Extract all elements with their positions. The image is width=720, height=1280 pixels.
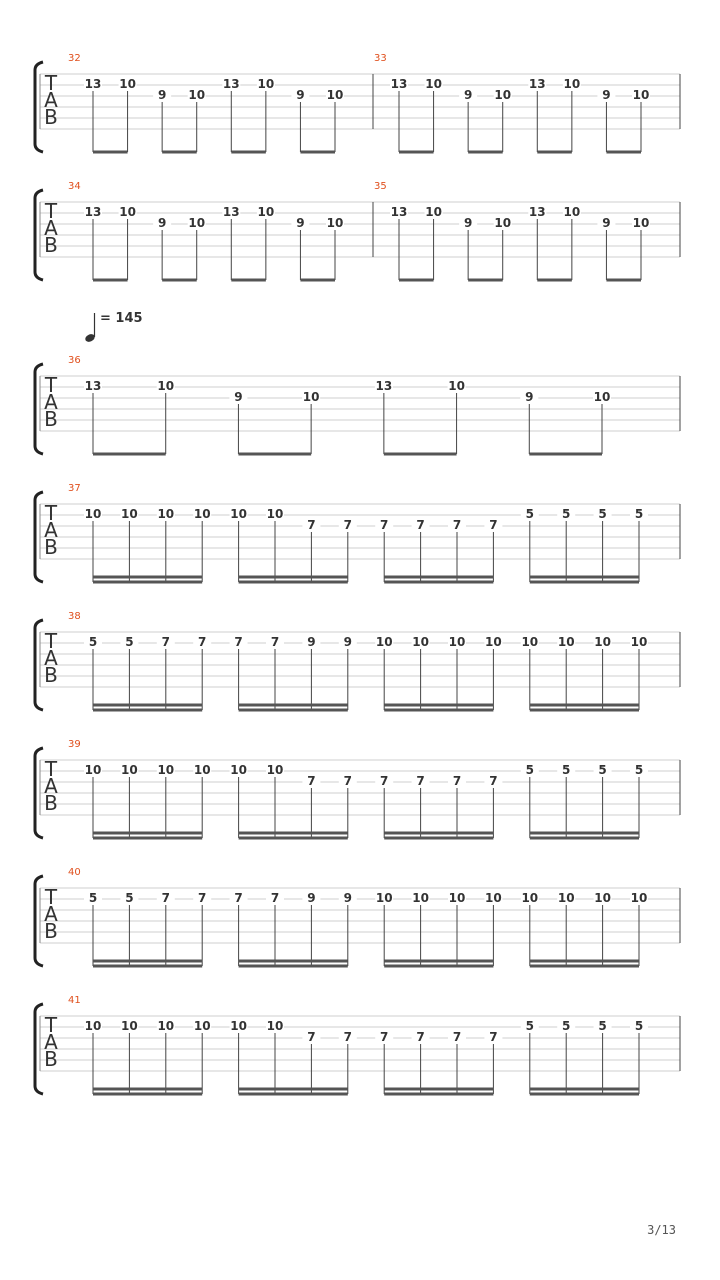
fret-number: 10 (632, 88, 650, 102)
fret-number: 10 (157, 1019, 175, 1033)
fret-number: 7 (489, 1030, 498, 1044)
fret-number: 10 (448, 635, 466, 649)
fret-number: 10 (157, 763, 175, 777)
fret-number: 10 (425, 77, 442, 91)
fret-number: 9 (463, 88, 473, 102)
fret-number: 7 (416, 518, 425, 532)
measure-number: 36 (68, 355, 81, 366)
fret-number: 10 (84, 763, 102, 777)
tab-clef-letter-a: A (44, 1030, 58, 1054)
fret-number: 9 (296, 216, 305, 230)
fret-number: 5 (525, 1019, 534, 1033)
measure-number: 32 (68, 53, 81, 64)
tab-clef-letter-a: A (44, 518, 58, 542)
fret-number: 10 (563, 77, 581, 91)
fret-number: 13 (528, 77, 546, 91)
fret-number: 10 (266, 1019, 284, 1033)
fret-number: 7 (416, 1030, 425, 1044)
fret-number: 13 (84, 77, 102, 91)
tab-clef-letter-b: B (44, 663, 58, 687)
fret-number: 13 (222, 205, 240, 219)
tab-clef-letter-a: A (44, 216, 58, 240)
fret-number: 7 (343, 1030, 352, 1044)
fret-number: 9 (525, 390, 534, 404)
tab-clef-letter-b: B (44, 535, 58, 559)
fret-number: 10 (302, 390, 320, 404)
fret-number: 9 (602, 216, 611, 230)
measure-number: 35 (374, 181, 387, 192)
fret-number: 9 (463, 216, 473, 230)
fret-number: 10 (412, 891, 429, 905)
fret-number: 5 (598, 1019, 607, 1033)
page-number: 3/13 (647, 1223, 676, 1237)
tab-clef-letter-t: T (44, 885, 58, 909)
fret-number: 10 (121, 507, 138, 521)
fret-number: 10 (193, 1019, 211, 1033)
fret-number: 5 (634, 1019, 644, 1033)
fret-number: 10 (557, 635, 575, 649)
measure-number: 39 (68, 739, 81, 750)
measure-number: 38 (68, 611, 81, 622)
measure-number: 34 (68, 181, 81, 192)
fret-number: 7 (307, 774, 316, 788)
fret-number: 7 (380, 1030, 389, 1044)
fret-number: 7 (270, 891, 280, 905)
fret-number: 10 (425, 205, 442, 219)
fret-number: 5 (125, 891, 134, 905)
fret-number: 5 (634, 763, 644, 777)
fret-number: 9 (602, 88, 611, 102)
fret-number: 10 (375, 635, 393, 649)
fret-number: 7 (489, 774, 498, 788)
fret-number: 13 (390, 77, 408, 91)
fret-number: 10 (193, 763, 211, 777)
fret-number: 7 (380, 774, 389, 788)
fret-number: 13 (390, 205, 408, 219)
fret-number: 7 (307, 518, 316, 532)
fret-number: 10 (593, 390, 611, 404)
fret-number: 10 (193, 507, 211, 521)
fret-number: 5 (88, 891, 98, 905)
tab-clef-letter-a: A (44, 88, 58, 112)
fret-number: 10 (84, 1019, 102, 1033)
fret-number: 9 (307, 891, 316, 905)
fret-number: 7 (489, 518, 498, 532)
fret-number: 10 (188, 216, 206, 230)
tab-clef-letter-t: T (44, 199, 58, 223)
fret-number: 10 (121, 763, 138, 777)
fret-number: 7 (343, 774, 352, 788)
tab-clef-letter-b: B (44, 407, 58, 431)
tab-clef-letter-b: B (44, 233, 58, 257)
fret-number: 10 (266, 763, 284, 777)
fret-number: 9 (307, 635, 316, 649)
fret-number: 13 (84, 379, 102, 393)
fret-number: 10 (630, 635, 648, 649)
tab-clef-letter-t: T (44, 629, 58, 653)
fret-number: 10 (119, 205, 136, 219)
fret-number: 10 (157, 379, 175, 393)
fret-number: 7 (452, 518, 462, 532)
tab-clef-letter-a: A (44, 902, 58, 926)
tab-clef-letter-t: T (44, 373, 58, 397)
fret-number: 9 (157, 88, 167, 102)
fret-number: 13 (528, 205, 546, 219)
measure-number: 41 (68, 995, 81, 1006)
tab-clef-letter-t: T (44, 757, 58, 781)
fret-number: 7 (307, 1030, 316, 1044)
tab-clef-letter-a: A (44, 646, 58, 670)
fret-number: 10 (632, 216, 650, 230)
fret-number: 7 (161, 635, 170, 649)
fret-number: 10 (563, 205, 581, 219)
tab-clef-letter-b: B (44, 105, 58, 129)
fret-number: 7 (234, 891, 243, 905)
fret-number: 9 (234, 390, 243, 404)
fret-number: 10 (521, 891, 539, 905)
fret-number: 9 (296, 88, 305, 102)
fret-number: 10 (84, 507, 102, 521)
tab-clef-letter-b: B (44, 1047, 58, 1071)
fret-number: 5 (562, 763, 571, 777)
fret-number: 10 (119, 77, 136, 91)
fret-number: 10 (557, 891, 575, 905)
fret-number: 10 (594, 635, 611, 649)
fret-number: 10 (521, 635, 539, 649)
fret-number: 10 (257, 77, 275, 91)
fret-number: 10 (266, 507, 284, 521)
fret-number: 7 (343, 518, 352, 532)
tab-clef-letter-b: B (44, 919, 58, 943)
fret-number: 5 (125, 635, 134, 649)
tab-clef-letter-t: T (44, 1013, 58, 1037)
fret-number: 10 (412, 635, 429, 649)
fret-number: 10 (630, 891, 648, 905)
fret-number: 10 (485, 891, 502, 905)
fret-number: 7 (452, 774, 462, 788)
fret-number: 13 (84, 205, 102, 219)
fret-number: 5 (525, 763, 534, 777)
tab-clef-letter-a: A (44, 774, 58, 798)
fret-number: 10 (594, 891, 611, 905)
fret-number: 10 (121, 1019, 138, 1033)
fret-number: 7 (198, 891, 207, 905)
fret-number: 13 (375, 379, 393, 393)
fret-number: 10 (375, 891, 393, 905)
fret-number: 7 (416, 774, 425, 788)
fret-number: 10 (485, 635, 502, 649)
fret-number: 10 (257, 205, 275, 219)
fret-number: 10 (230, 1019, 247, 1033)
fret-number: 7 (270, 635, 280, 649)
fret-number: 5 (598, 763, 607, 777)
fret-number: 10 (230, 763, 247, 777)
tab-clef-letter-b: B (44, 791, 58, 815)
fret-number: 7 (452, 1030, 462, 1044)
fret-number: 10 (494, 216, 512, 230)
fret-number: 5 (562, 507, 571, 521)
fret-number: 9 (343, 891, 352, 905)
measure-number: 40 (68, 867, 81, 878)
fret-number: 13 (222, 77, 240, 91)
fret-number: 10 (448, 379, 465, 393)
fret-number: 10 (326, 88, 344, 102)
fret-number: 7 (198, 635, 207, 649)
tab-clef-letter-t: T (44, 71, 58, 95)
fret-number: 5 (88, 635, 98, 649)
fret-number: 9 (343, 635, 352, 649)
fret-number: 5 (562, 1019, 571, 1033)
fret-number: 10 (494, 88, 512, 102)
fret-number: 7 (380, 518, 389, 532)
fret-number: 10 (448, 891, 466, 905)
fret-number: 5 (598, 507, 607, 521)
fret-number: 5 (525, 507, 534, 521)
tab-clef-letter-a: A (44, 390, 58, 414)
tempo-marking: = 145 (100, 311, 143, 326)
fret-number: 7 (234, 635, 243, 649)
fret-number: 10 (188, 88, 206, 102)
fret-number: 9 (157, 216, 167, 230)
fret-number: 10 (230, 507, 247, 521)
tab-clef-letter-t: T (44, 501, 58, 525)
measure-number: 33 (374, 53, 387, 64)
fret-number: 7 (161, 891, 170, 905)
measure-number: 37 (68, 483, 81, 494)
fret-number: 5 (634, 507, 644, 521)
fret-number: 10 (326, 216, 344, 230)
fret-number: 10 (157, 507, 175, 521)
